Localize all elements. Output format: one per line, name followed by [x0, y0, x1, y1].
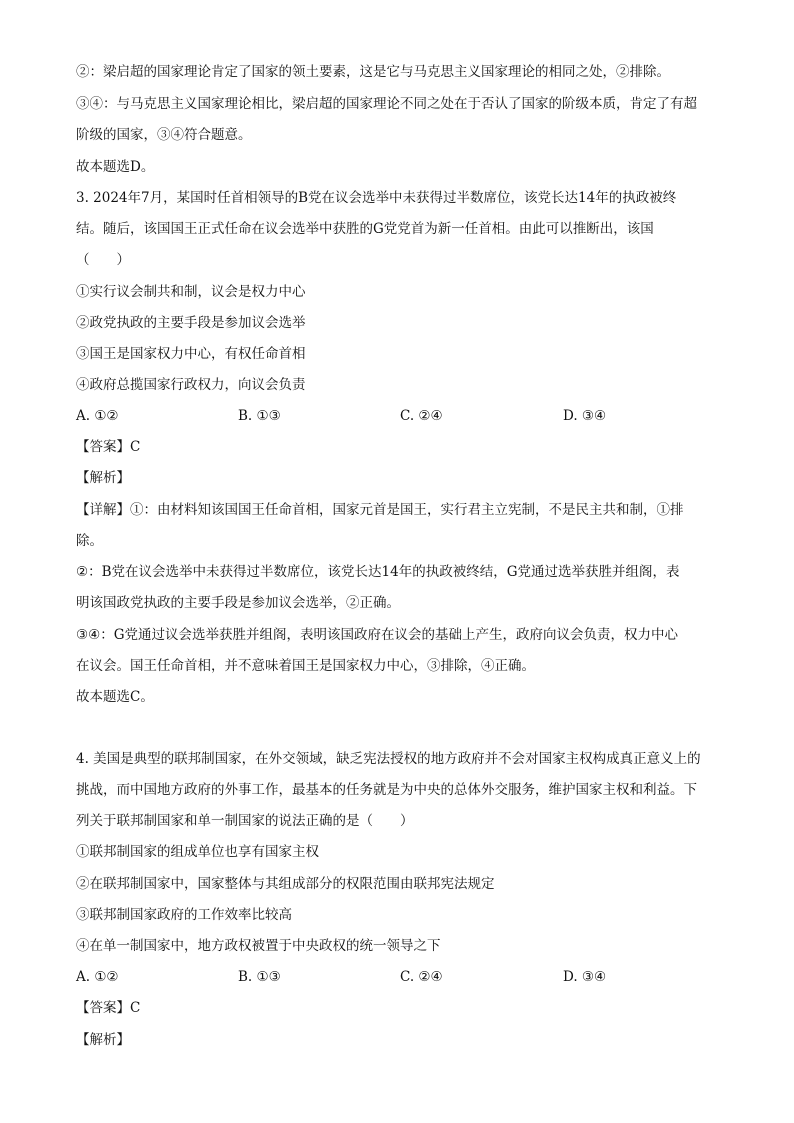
q4-statement-4: ④在单一制国家中，地方政权被置于中央政权的统一领导之下: [76, 938, 441, 954]
q3-detail-line-34-cont: 在议会。国王任命首相，并不意味着国王是国家权力中心，③排除，④正确。: [76, 658, 535, 674]
q2-analysis-line-34: ③④：与马克思主义国家理论相比，梁启超的国家理论不同之处在于否认了国家的阶级本质，肯定了有超: [76, 96, 697, 112]
q3-detail-line-34: ③④：G党通过议会选举获胜并组阁，表明该国政府在议会的基础上产生，政府向议会负责，权力中心: [76, 627, 678, 643]
q3-detail-line-1: 【详解】①：由材料知该国国王任命首相，国家元首是国王，实行君主立宪制，不是民主共和制，①排: [76, 502, 684, 518]
q3-stem-line-2: 结。随后，该国国王正式任命在议会选举中获胜的G党党首为新一任首相。由此可以推断出，该国: [76, 221, 654, 237]
q3-option-a: A. ①②: [76, 408, 119, 424]
q3-statement-3: ③国王是国家权力中心，有权任命首相: [76, 346, 306, 362]
q3-stem-line-1: 3. 2024年7月，某国时任首相领导的B党在议会选举中未获得过半数席位，该党长达14年的执政被终: [76, 190, 677, 206]
q3-stem-bracket: （ ）: [76, 252, 130, 268]
q3-detail-line-2-cont: 明该国政党执政的主要手段是参加议会选举，②正确。: [76, 595, 400, 611]
q4-analysis-heading: 【解析】: [76, 1032, 130, 1048]
q3-statement-1: ①实行议会制共和制，议会是权力中心: [76, 284, 306, 300]
q3-conclusion: 故本题选C。: [76, 689, 154, 705]
q2-conclusion: 故本题选D。: [76, 159, 155, 175]
q4-answer: 【答案】C: [76, 1000, 141, 1016]
q4-stem-line-3: 列关于联邦制国家和单一制国家的说法正确的是（ ）: [76, 813, 414, 829]
q3-statement-2: ②政党执政的主要手段是参加议会选举: [76, 315, 306, 331]
q4-stem-line-1: 4. 美国是典型的联邦制国家，在外交领域，缺乏宪法授权的地方政府并不会对国家主权构成真正意义上的: [76, 751, 701, 767]
q4-option-b: B. ①③: [238, 969, 281, 985]
q3-answer: 【答案】C: [76, 439, 141, 455]
q3-analysis-heading: 【解析】: [76, 470, 130, 486]
q4-option-c: C. ②④: [400, 969, 443, 985]
q2-analysis-line-34-cont: 阶级的国家，③④符合题意。: [76, 127, 252, 143]
q4-statement-1: ①联邦制国家的组成单位也享有国家主权: [76, 844, 319, 860]
q4-option-a: A. ①②: [76, 969, 119, 985]
q4-statement-2: ②在联邦制国家中，国家整体与其组成部分的权限范围由联邦宪法规定: [76, 876, 495, 892]
q3-detail-line-2: ②：B党在议会选举中未获得过半数席位，该党长达14年的执政被终结，G党通过选举获胜并组阁，表: [76, 564, 680, 580]
q3-option-d: D. ③④: [563, 408, 607, 424]
q3-statement-4: ④政府总揽国家行政权力，向议会负责: [76, 377, 306, 393]
q4-option-d: D. ③④: [563, 969, 607, 985]
q4-stem-line-2: 挑战，而中国地方政府的外事工作，最基本的任务就是为中央的总体外交服务，维护国家主权和利益。下: [76, 782, 697, 798]
q3-option-c: C. ②④: [400, 408, 443, 424]
q4-statement-3: ③联邦制国家政府的工作效率比较高: [76, 907, 292, 923]
q2-analysis-line-2: ②：梁启超的国家理论肯定了国家的领土要素，这是它与马克思主义国家理论的相同之处，②排除。: [76, 64, 670, 80]
q3-option-b: B. ①③: [238, 408, 281, 424]
q3-detail-line-1-cont: 除。: [76, 533, 103, 549]
